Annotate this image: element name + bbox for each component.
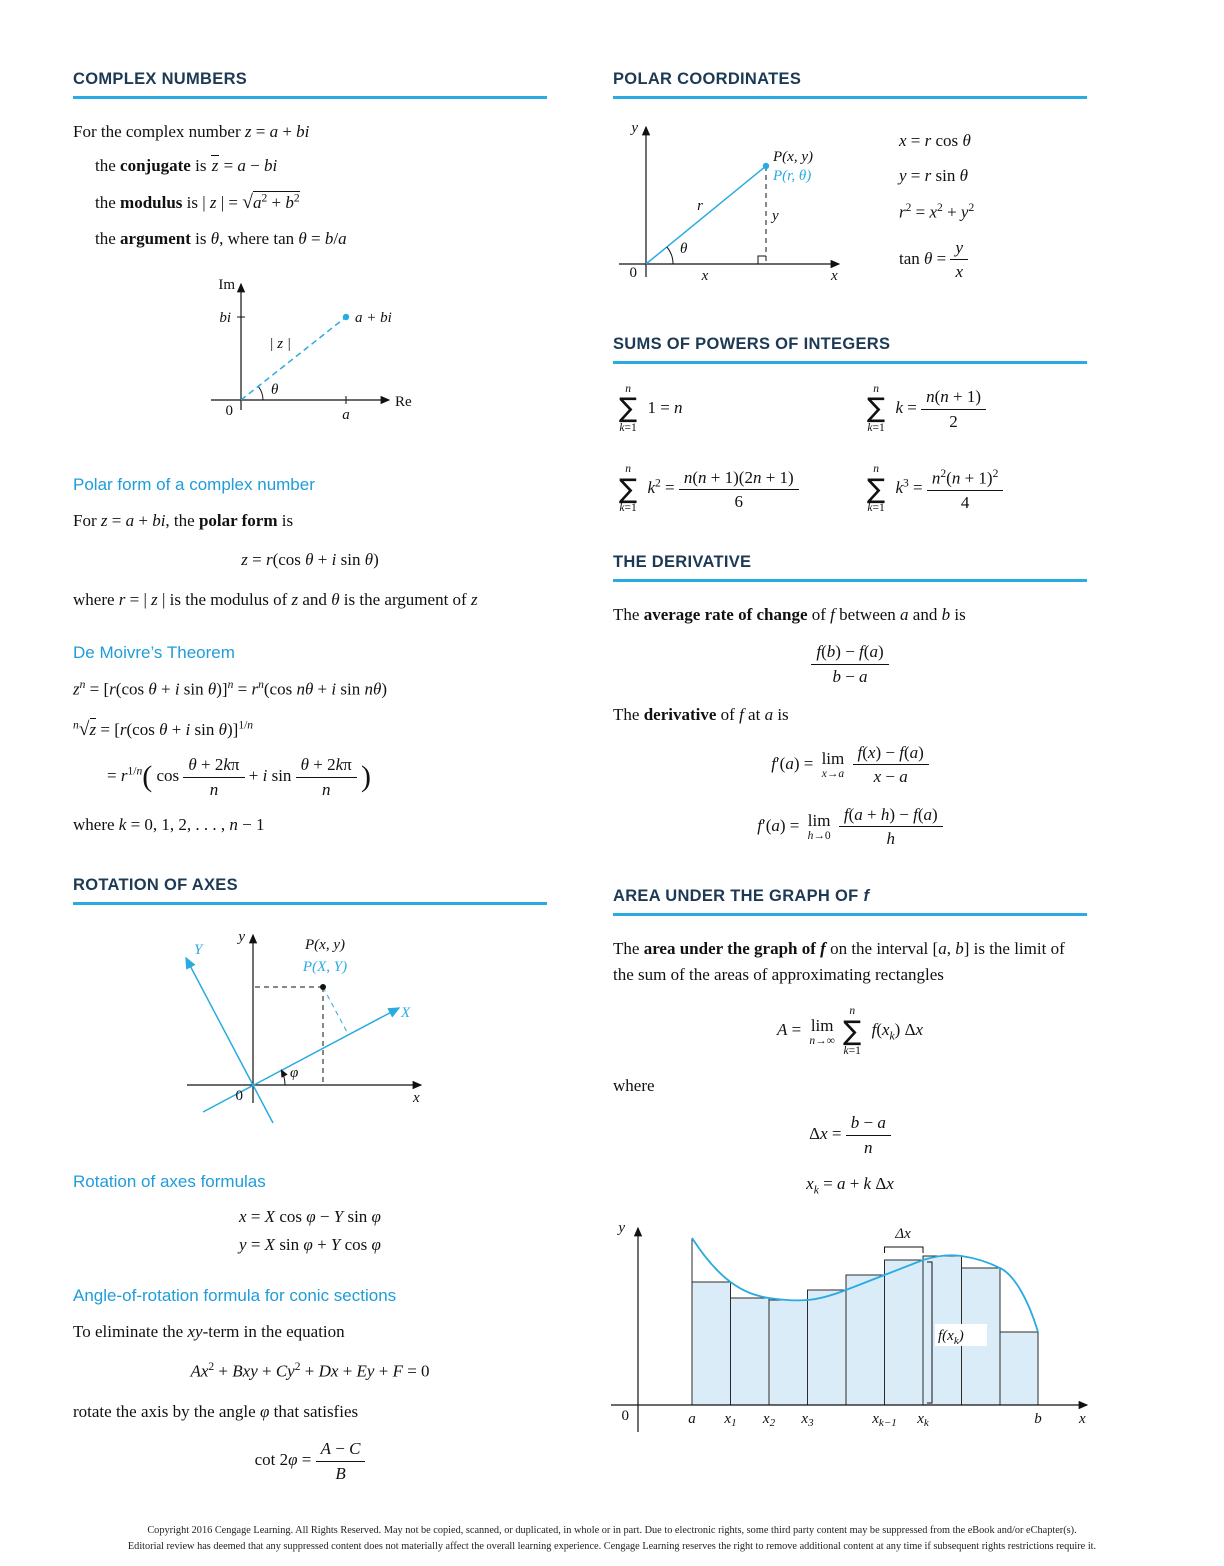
angle-rotation-intro: To eliminate the xy-term in the equation (73, 1322, 345, 1342)
sum-k2: n ∑ k=1 $k^2$ = $\frac{n(n + 1)(2n + 1)}{6}$ (619, 464, 867, 515)
avg-rate-formula: $\frac{f(b) - f(a)}{b - a}$ (613, 642, 1087, 686)
right-column (613, 70, 1087, 1500)
xk-sub: k (923, 1416, 929, 1429)
sums-grid (619, 384, 1087, 515)
derivative-limit-formula-1: f′(a) = lim x→a $\frac{f(x) - f(a)}{x - a}$ (613, 743, 1087, 787)
y-axis-label: y (238, 928, 245, 945)
rotation-figure (173, 925, 547, 1142)
conic-equation: $Ax^2$ + Bxy + $Cy^2 + Dx + Ey + F = 0$ (190, 1360, 430, 1382)
rotation-f1: x = X cos φ − Y sin φ (239, 1206, 381, 1226)
section-heading-sums-of-powers: SUMS OF POWERS OF INTEGERS (613, 335, 1087, 364)
de-moivre-f3: = $r^{1/n}$( cos $\frac{\theta + 2k\pi}{n}$ + i sin $\frac{\theta + 2k\pi}{n}$ ) (107, 755, 372, 799)
section-heading-area-under-graph: AREA UNDER THE GRAPH OF f (613, 887, 1087, 916)
fxk-post: ) (958, 1327, 964, 1344)
r-segment (646, 166, 766, 264)
polar-eq-tan: tan θ = $\frac{y}{x}$ (899, 238, 974, 282)
p-xy-label: P(x, y) (773, 149, 813, 165)
section-heading-complex-numbers: COMPLEX NUMBERS (73, 70, 547, 99)
area-limit-formula: A = lim n→∞ n ∑ k=1 $f(x_k)$ Δx (776, 1005, 924, 1057)
de-moivre-f4: where k = 0, 1, 2, . . . , n − 1 (73, 814, 265, 834)
z-point (343, 314, 349, 320)
derivative-line1: The average rate of change of f between a and b is (613, 604, 966, 624)
im-axis-label: Im (218, 277, 235, 294)
x2-base: x (762, 1410, 770, 1427)
complex-argument-line: the argument is θ, where tan θ = b/a (95, 228, 347, 248)
theta-label: θ (271, 382, 279, 399)
tick-b: b (1034, 1410, 1042, 1427)
cot-formula: cot 2φ = $\frac{A - C}{B}$ (73, 1439, 547, 1483)
polar-coordinates-figure-row (613, 119, 1087, 297)
tick-x1 (723, 1411, 736, 1429)
left-column (73, 70, 547, 1500)
xk-formula: $x_k = a + k$ Δx (806, 1174, 894, 1197)
sum-k: n ∑ k=1 k = $\frac{n(n + 1)}{2}$ (867, 384, 1087, 435)
copyright-footer (0, 1523, 1224, 1554)
subheading-de-moivre: De Moivre’s Theorem (73, 643, 235, 663)
derivative-limit-formula-2: f′(a) = lim h→0 $\frac{f(a + h) - f(a)}{h}$ (613, 805, 1087, 849)
area-where-label: where (613, 1076, 655, 1095)
x-axis-label: x (413, 1089, 420, 1106)
subheading-angle-of-rotation: Angle-of-rotation formula for conic sections (73, 1286, 397, 1306)
tick-a: a (688, 1410, 696, 1427)
phi-arc (281, 1070, 285, 1085)
big-y-axis-label: Y (194, 941, 203, 958)
delta-x-formula: Δx = $\frac{b - a}{n}$ (613, 1113, 1087, 1157)
delta-x-label: Δx (895, 1225, 911, 1242)
section-heading-the-derivative: THE DERIVATIVE (613, 553, 1087, 582)
r-label: r (697, 198, 703, 214)
dashed-perpendicular (323, 987, 348, 1034)
tick-xk-1 (871, 1411, 896, 1429)
x-axis-label: x (831, 268, 838, 284)
angle-rotation-note: rotate the axis by the angle φ that satisfies (73, 1402, 359, 1422)
area-line1: The area under the graph of f on the interval [a, b] is the limit of the sum of the areas of approximating rectangles (613, 938, 1065, 985)
theta-arc (258, 387, 263, 401)
tick-x3 (800, 1411, 814, 1429)
y-axis-label: y (631, 120, 638, 136)
p-point (320, 984, 326, 990)
de-moivre-f2: $^n$√z = [r(cos θ + i sin θ)]$^{1/n}$ (73, 718, 254, 741)
bi-label: bi (219, 310, 231, 327)
p-point (763, 163, 769, 169)
copyright-line-2: Editorial review has deemed that any suppressed content does not materially affect the overall learning experience. Cengage Learning reserves the right to remove additional content at any time if subsequent rights restrictions require it. (127, 1540, 1097, 1552)
p-XY-label: P(X, Y) (302, 958, 348, 975)
subheading-rotation-formulas: Rotation of axes formulas (73, 1171, 266, 1191)
de-moivre-f1: $z^n = [r(\cos$ θ + i $\sin \theta)]^n = r^n(\cos$ nθ + i sin nθ) (73, 678, 387, 699)
x-segment-label: x (701, 268, 709, 284)
complex-plane-diagram (201, 272, 433, 440)
area-under-graph-diagram (605, 1220, 1095, 1442)
xk-base: x (917, 1410, 924, 1427)
theta-arc (667, 247, 673, 264)
polar-eq-y: y = r sin θ (899, 166, 968, 185)
rotation-f2: y = X sin φ + Y cos φ (239, 1234, 381, 1254)
x2-sub: 2 (769, 1416, 776, 1429)
fxk-pre: f(x (938, 1327, 954, 1344)
polar-eq-r2: $r^2 = x^2 + y^2$ (899, 201, 975, 222)
a-label: a (342, 407, 350, 424)
section-heading-polar-coordinates: POLAR COORDINATES (613, 70, 1087, 99)
z-vector (241, 317, 346, 400)
modulus-label: | z | (269, 336, 291, 353)
origin-label: 0 (235, 1087, 243, 1104)
y-segment-label: y (772, 208, 779, 224)
point-label: a + bi (355, 310, 392, 327)
tick-x2 (762, 1411, 776, 1429)
xk1-sub: k−1 (878, 1416, 897, 1429)
x1-base: x (724, 1410, 732, 1427)
polar-form-intro: For z = a + bi, the polar form is (73, 511, 294, 531)
polar-eq-x: x = r cos θ (899, 131, 971, 150)
y-axis-label: y (618, 1219, 625, 1236)
xk1-base: x (872, 1410, 879, 1427)
p-rtheta-label: P(r, θ) (773, 168, 812, 184)
area-figure (605, 1220, 1087, 1447)
tick-xk (916, 1411, 930, 1429)
rotated-x-axis (203, 1008, 399, 1112)
sum-1: n ∑ k=1 1 = n (619, 382, 683, 434)
complex-conjugate-line: the conjugate is z = a − bi (95, 156, 278, 176)
copyright-line-1: Copyright 2016 Cengage Learning. All Rights Reserved. May not be copied, scanned, or duplicated, in whole or in part. Due to electronic rights, some third party content may be suppressed from the eBook and/or eChapter(s). (147, 1525, 1077, 1537)
x3-base: x (801, 1410, 809, 1427)
polar-form-formula: z = r(cos θ + i sin θ) (241, 549, 379, 569)
re-axis-label: Re (395, 394, 412, 411)
derivative-line2: The derivative of f at a is (613, 705, 789, 725)
delta-x-bracket (885, 1247, 924, 1253)
x-axis-label: x (1079, 1410, 1086, 1427)
theta-label: θ (680, 241, 688, 257)
complex-plane-figure (201, 272, 547, 445)
polar-coordinates-diagram (613, 119, 853, 291)
subheading-polar-form: Polar form of a complex number (73, 475, 315, 495)
polar-form-note: where r = | z | is the modulus of z and θ is the argument of z (73, 589, 478, 609)
right-angle-mark (758, 256, 766, 264)
origin-label: 0 (629, 265, 637, 281)
section-heading-rotation-of-axes: ROTATION OF AXES (73, 876, 547, 905)
fxk-sub: k (953, 1334, 959, 1347)
sum-k3: n ∑ k=1 $k^3$ = $\frac{n^2(n + 1)^2}{4}$ (867, 464, 1087, 515)
p-xy-label: P(x, y) (305, 936, 345, 953)
phi-label: φ (290, 1064, 299, 1081)
rotation-diagram (173, 925, 445, 1137)
polar-equations (899, 131, 974, 297)
origin-label: 0 (225, 403, 233, 420)
x1-sub: 1 (731, 1416, 737, 1429)
complex-intro: For the complex number z = a + bi (73, 122, 310, 141)
big-x-axis-label: X (401, 1004, 411, 1021)
complex-modulus-line: the modulus is | z | = $√a^2 + b^2$ (95, 191, 300, 213)
x3-sub: 3 (808, 1416, 814, 1429)
origin-label: 0 (621, 1407, 629, 1424)
